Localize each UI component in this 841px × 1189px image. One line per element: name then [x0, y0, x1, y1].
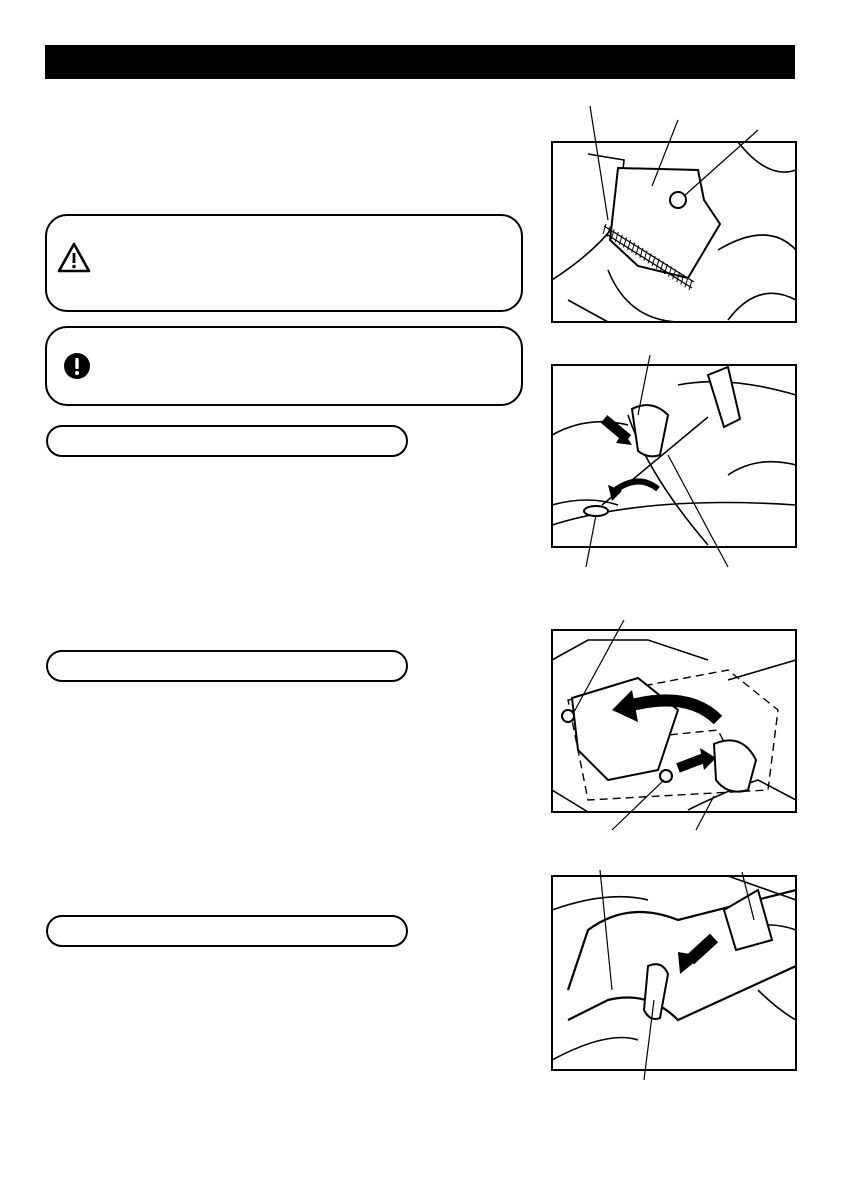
figure-bracket-rotation [528, 620, 818, 850]
warning-triangle-icon [57, 242, 91, 274]
exclamation-circle-icon [63, 352, 91, 380]
figure-spring-bracket-mount [528, 100, 818, 330]
figure-lever-release [528, 355, 818, 585]
warning-notice [45, 214, 523, 312]
section-heading-2 [46, 650, 408, 682]
figure-pin-insertion [528, 870, 818, 1080]
page-header-bar [45, 45, 795, 79]
section-heading-1 [46, 425, 408, 457]
section-heading-3 [46, 915, 408, 947]
caution-notice [45, 326, 523, 406]
